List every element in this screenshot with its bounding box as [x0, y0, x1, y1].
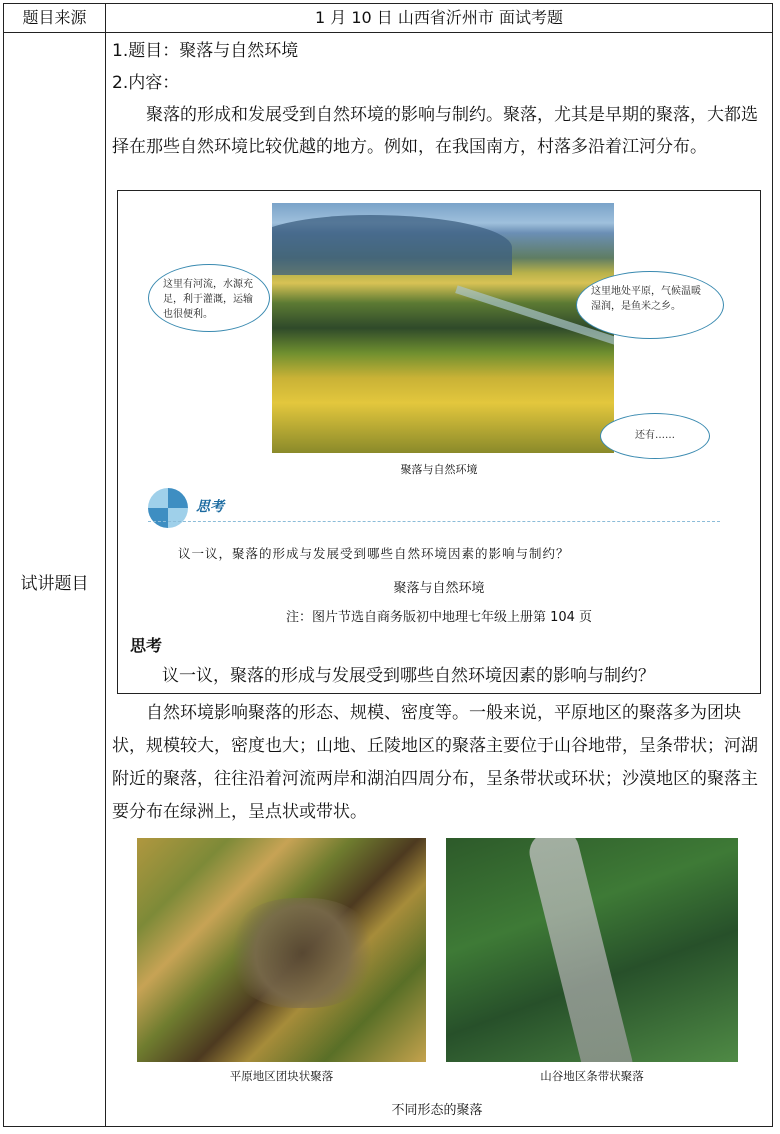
photo-caption: 聚落与自然环境	[400, 463, 478, 476]
valley-road-shape	[525, 838, 636, 1062]
column-divider	[105, 4, 106, 1126]
settlement-form-paragraph: 自然环境影响聚落的形态、规模、密度等。一般来说，平原地区的聚落多为团块状，规模较大，密度也大；山地、丘陵地区的聚落主要位于山谷地带，呈条带状；河湖附近的聚落，往往沿着河流两岸和湖泊四周分布，呈条带状或环状；沙漠地区的聚落主要分布在绿洲上，呈点状或带状。	[112, 703, 758, 822]
plain-settlement-photo	[137, 838, 426, 1062]
content-label: 2.内容：	[112, 73, 180, 93]
topic-line: 1.题目：聚落与自然环境	[112, 41, 299, 61]
textbook-excerpt	[117, 190, 761, 694]
speech-bubble-bottom: 还有……	[600, 413, 710, 459]
think-icon	[148, 488, 188, 528]
valley-settlement-photo	[446, 838, 738, 1062]
think-question: 议一议，聚落的形成与发展受到哪些自然环境因素的影响与制约？	[178, 546, 570, 561]
settlement-landscape-photo	[272, 203, 614, 453]
source-note: 注：图片节选自商务版初中地理七年级上册第 104 页	[285, 610, 593, 625]
figure-caption: 不同形态的聚落	[391, 1103, 483, 1118]
intro-paragraph: 聚落的形成和发展受到自然环境的影响与制约。聚落，尤其是早期的聚落，大都选择在那些自然环境比较优越的地方。例如，在我国南方，村落多沿着江河分布。	[112, 105, 758, 157]
village-cluster-shape	[227, 898, 377, 1008]
content-block	[112, 35, 762, 163]
speech-bubble-left: 这里有河流，水源充足，利于灌溉，运输也很便利。	[148, 264, 270, 332]
think-title: 思考	[196, 499, 224, 515]
speech-bubble-right: 这里地处平原，气候温暖湿润，是鱼米之乡。	[576, 271, 724, 339]
lecture-topic-label: 试讲题目	[20, 574, 89, 594]
plain-photo-caption: 平原地区团块状聚落	[229, 1069, 334, 1083]
source-label: 题目来源	[22, 8, 87, 27]
valley-photo-caption: 山谷地区条带状聚落	[540, 1069, 644, 1083]
think-question-large: 议一议，聚落的形成与发展受到哪些自然环境因素的影响与制约？	[162, 666, 655, 686]
think-label: 思考	[130, 636, 163, 655]
header-divider	[4, 32, 772, 33]
mountain-shape	[272, 215, 512, 275]
source-value: 1 月 10 日 山西省沂州市 面试考题	[315, 8, 563, 27]
book-caption: 聚落与自然环境	[393, 581, 485, 596]
dashed-divider	[148, 521, 720, 522]
